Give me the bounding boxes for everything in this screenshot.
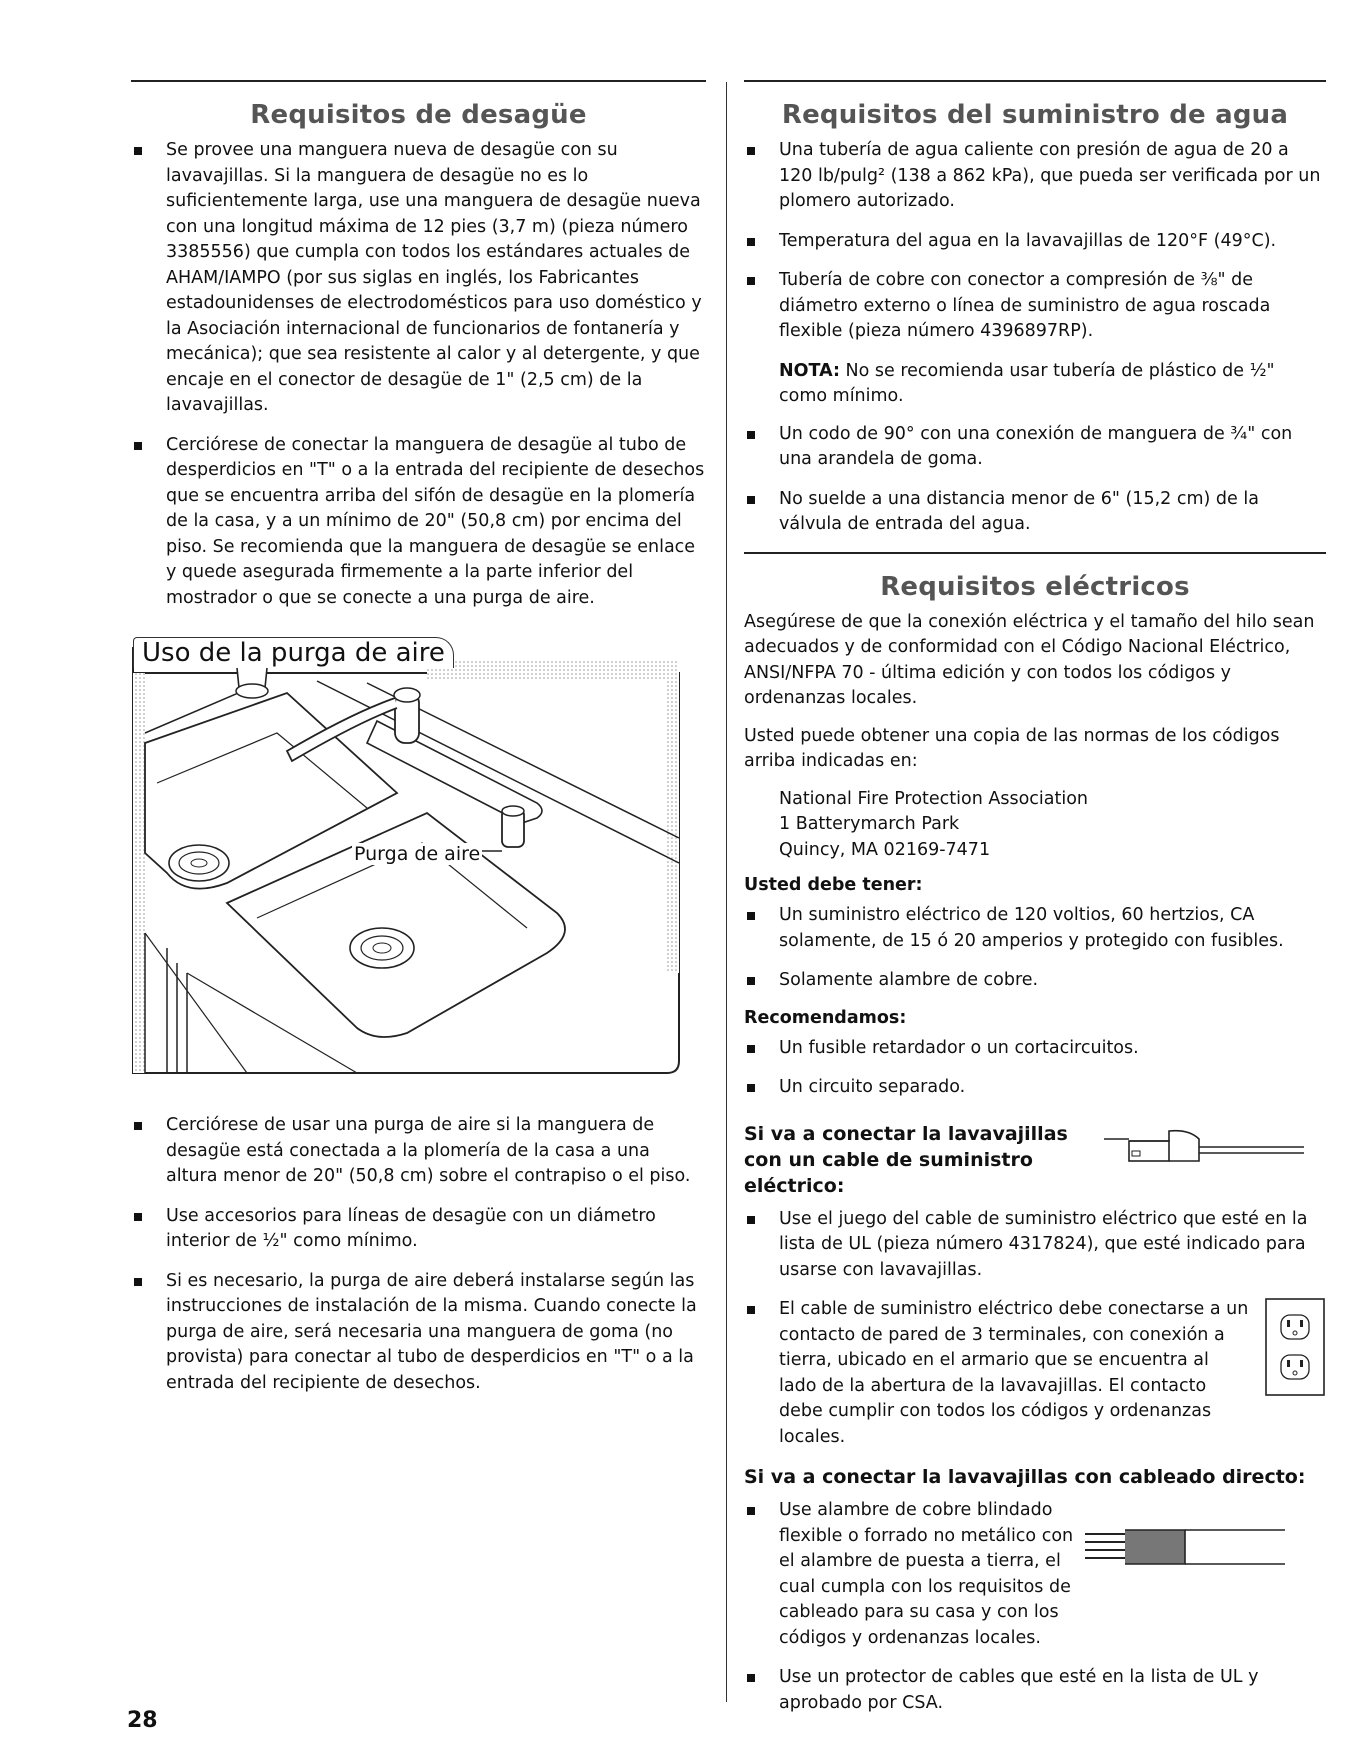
right-column bbox=[744, 80, 1326, 1730]
electrical-intro: Asegúrese de que la conexión eléctrica y el tamaño del hilo sean adecuados y de conformidad con el Código Nacional Eléctrico, ANSI/NFPA 70 - última edición y con todos los códigos y ordenanzas locales. bbox=[744, 611, 1315, 708]
must-have-bullet: Un suministro eléctrico de 120 voltios, 60 hertzios, CA solamente, de 15 ó 20 amperios y protegido con fusibles. bbox=[744, 903, 1326, 954]
top-rule-left bbox=[131, 80, 706, 82]
column-divider bbox=[726, 82, 727, 1702]
drain-requirements-title: Requisitos de desagüe bbox=[250, 100, 587, 130]
electrical-codes-text: Usted puede obtener una copia de las normas de los códigos arriba indicadas en: bbox=[744, 725, 1280, 771]
recommend-bullets bbox=[744, 1036, 1326, 1101]
airgap-bullet: Si es necesario, la purga de aire deberá instalarse según las instrucciones de instalación de la misma. Cuando conecte la purga de aire, será necesaria una manguera de goma (no provista) para conectar al tubo de desperdicios en "T" o a la entrada del recipiente de desechos. bbox=[131, 1269, 706, 1397]
water-bullet: No suelde a una distancia menor de 6" (15,2 cm) de la válvula de entrada del agua. bbox=[744, 487, 1326, 538]
figure-title: Uso de la purga de aire bbox=[133, 637, 454, 668]
top-rule-right bbox=[744, 80, 1326, 82]
drain-bullets bbox=[131, 138, 706, 611]
water-bullet: Un codo de 90° con una conexión de manguera de ¾" con una arandela de goma. bbox=[744, 422, 1326, 473]
air-gap-label: Purga de aire bbox=[354, 843, 481, 865]
airgap-bullets bbox=[131, 1113, 706, 1396]
water-supply-title: Requisitos del suministro de agua bbox=[781, 100, 1289, 130]
cord-bullets bbox=[744, 1207, 1326, 1451]
direct-wire-bullets bbox=[744, 1498, 1326, 1716]
must-have-heading: Usted debe tener: bbox=[744, 875, 923, 895]
drain-bullet: Cerciórese de conectar la manguera de desagüe al tubo de desperdicios en "T" o a la entrada del recipiente de desechos que se encuentra arriba del sifón de desagüe en la plomería de la casa, y a un mínimo de 20" (50,8 cm) por encima del piso. Se recomienda que la manguera de desagüe se enlace y quede asegurada firmemente a la parte inferior del mostrador o que se conecte a una purga de aire. bbox=[131, 433, 706, 612]
cord-bullet-text: El cable de suministro eléctrico debe conectarse a un contacto de pared de 3 terminales, con conexión a tierra, ubicado en el armario que se encuentra al lado de la abertura de la lavavajillas. El contacto debe cumplir con todos los códigos y ordenanzas locales. bbox=[779, 1299, 1249, 1447]
air-gap-figure bbox=[127, 633, 685, 1083]
direct-wire-heading: Si va a conectar la lavavajillas con cableado directo: bbox=[744, 1466, 1306, 1488]
cord-bullet bbox=[744, 1297, 1326, 1450]
address-line: Quincy, MA 02169-7471 bbox=[779, 839, 991, 860]
water-note bbox=[744, 359, 1326, 410]
electrical-title: Requisitos eléctricos bbox=[880, 571, 1190, 602]
cable-icon bbox=[1085, 1520, 1285, 1580]
cord-heading: Si va a conectar la lavavajillas con un cable de suministro eléctrico: bbox=[744, 1122, 1068, 1197]
direct-wire-bullet: Use un protector de cables que esté en la lista de UL y aprobado por CSA. bbox=[744, 1665, 1326, 1716]
section-rule bbox=[744, 552, 1326, 554]
cord-bullet: Use el juego del cable de suministro eléctrico que esté en la lista de UL (pieza número 4317824), que esté indicado para usarse con lavavajillas. bbox=[744, 1207, 1326, 1284]
page-number: 28 bbox=[127, 1708, 158, 1733]
water-bullets-2 bbox=[744, 422, 1326, 538]
direct-wire-bullet-text: Use alambre de cobre blindado flexible o forrado no metálico con el alambre de puesta a tierra, el cual cumpla con los requisitos de cableado para su casa y con los códigos y ordenanzas locales. bbox=[779, 1500, 1074, 1648]
address-line: 1 Batterymarch Park bbox=[779, 814, 960, 834]
plug-icon bbox=[1104, 1119, 1304, 1169]
recommend-bullet: Un fusible retardador o un cortacircuitos. bbox=[744, 1036, 1326, 1062]
water-bullet: Temperatura del agua en la lavavajillas de 120°F (49°C). bbox=[744, 229, 1326, 255]
drain-bullet: Se provee una manguera nueva de desagüe con su lavavajillas. Si la manguera de desagüe no es lo suficientemente larga, use una manguera de desagüe nueva con una longitud máxima de 12 pies (3,7 m) (pieza número 3385556) que cumpla con todos los estándares actuales de AHAM/IAMPO (por sus siglas en inglés, los Fabricantes estadounidenses de electrodomésticos para uso doméstico y la Asociación internacional de funcionarios de fontanería y mecánica); que sea resistente al calor y al detergente, y que encaje en el conector de desagüe de 1" (2,5 cm) de la lavavajillas. bbox=[131, 138, 706, 419]
note-label: NOTA: bbox=[779, 360, 840, 381]
recommend-bullet: Un circuito separado. bbox=[744, 1075, 1326, 1101]
water-bullet: Una tubería de agua caliente con presión de agua de 20 a 120 lb/pulg² (138 a 862 kPa), que pueda ser verificada por un plomero autorizado. bbox=[744, 138, 1326, 215]
water-bullets bbox=[744, 138, 1326, 345]
address-line: National Fire Protection Association bbox=[779, 788, 1089, 809]
airgap-bullet: Use accesorios para líneas de desagüe con un diámetro interior de ½" como mínimo. bbox=[131, 1204, 706, 1255]
direct-wire-bullet bbox=[744, 1498, 1326, 1651]
must-have-bullets bbox=[744, 903, 1326, 994]
recommend-heading: Recomendamos: bbox=[744, 1007, 907, 1028]
outlet-icon bbox=[1264, 1297, 1326, 1397]
cord-heading-row bbox=[744, 1115, 1326, 1207]
nfpa-address bbox=[744, 787, 1326, 864]
note-text: No se recomienda usar tubería de plástico de ½" como mínimo. bbox=[779, 360, 1275, 406]
water-bullet: Tubería de cobre con conector a compresión de ⅜" de diámetro externo o línea de suministro de agua roscada flexible (pieza número 4396897RP). bbox=[744, 268, 1326, 345]
left-column bbox=[131, 80, 706, 1410]
airgap-bullet: Cerciórese de usar una purga de aire si la manguera de desagüe está conectada a la plomería de la casa a una altura menor de 20" (50,8 cm) sobre el contrapiso o el piso. bbox=[131, 1113, 706, 1190]
must-have-bullet: Solamente alambre de cobre. bbox=[744, 968, 1326, 994]
